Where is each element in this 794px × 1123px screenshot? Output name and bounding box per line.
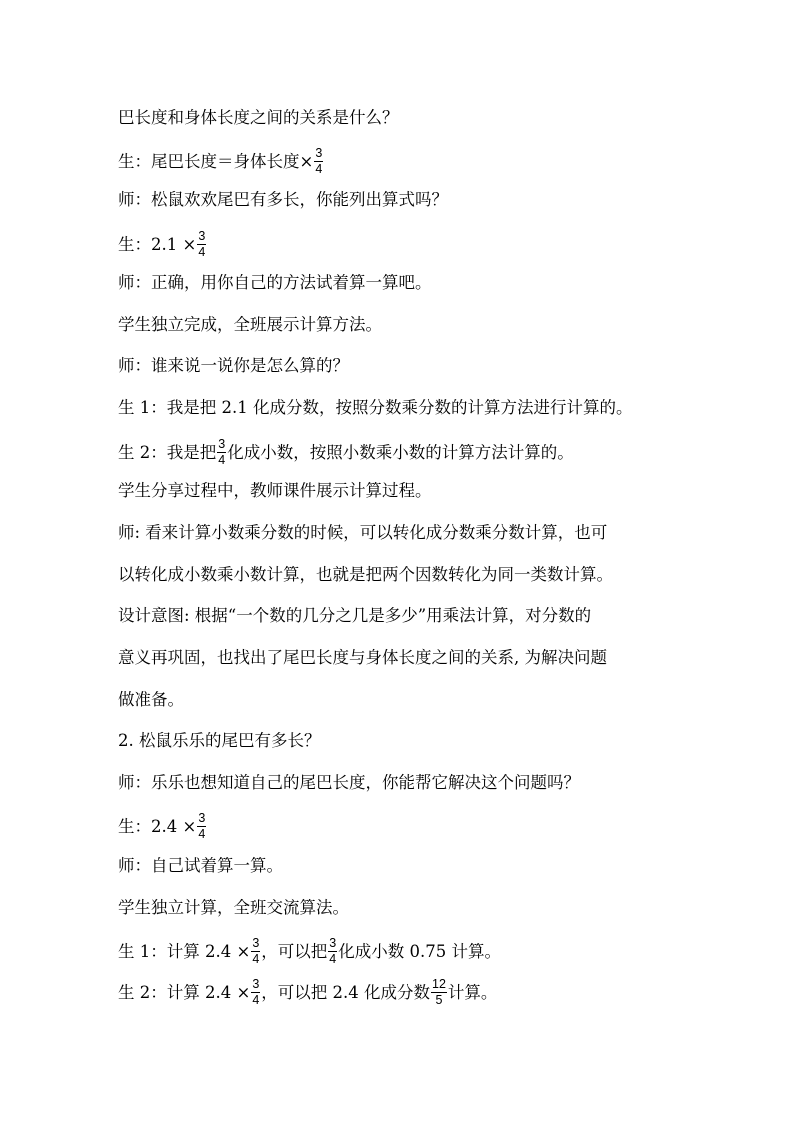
text-line: 生 2：我是把 $\frac{3}{4}$ 化成小数，按照小数乘小数的计算方法计算的。 (118, 437, 574, 467)
text-line: 做准备。 (118, 690, 184, 709)
text-line: 师：谁来说一说你是怎么算的？ (118, 356, 349, 375)
text-line: 生：2.1 × $\frac{3}{4}$ (118, 229, 206, 259)
text-line: 以转化成小数乘小数计算，也就是把两个因数转化为同一类数计算。 (118, 565, 613, 584)
fraction: $\frac{3}{4}$ (198, 811, 206, 841)
fraction: $\frac{3}{4}$ (315, 146, 323, 176)
text-line: 学生独立完成，全班展示计算方法。 (118, 315, 382, 334)
text-line: 巴长度和身体长度之间的关系是什么？ (118, 108, 399, 127)
section-heading: 2. 松鼠乐乐的尾巴有多长？ (118, 731, 321, 750)
text-line: 生 2：计算 2.4 × $\frac{3}{4}$ ，可以把 2.4 化成分数 $\frac{12}{5}$ 计算。 (118, 977, 498, 1007)
text-line: 学生分享过程中，教师课件展示计算过程。 (118, 481, 432, 500)
text-line: 生 1：计算 2.4 × $\frac{3}{4}$ ，可以把 $\frac{3}{4}$ 化成小数 0.75 计算。 (118, 936, 501, 966)
fraction: $\frac{3}{4}$ (218, 437, 226, 467)
text-line: 生 1：我是把 2.1 化成分数，按照分数乘分数的计算方法进行计算的。 (118, 398, 633, 417)
text-line: 师: 看来计算小数乘分数的时候，可以转化成分数乘分数计算，也可 (118, 523, 608, 542)
text-line: 生：2.4 × $\frac{3}{4}$ (118, 811, 206, 841)
fraction: $\frac{3}{4}$ (252, 936, 260, 966)
text-line: 意义再巩固，也找出了尾巴长度与身体长度之间的关系, 为解决问题 (118, 648, 607, 667)
text-line: 师：自己试着算一算。 (118, 856, 283, 875)
fraction: $\frac{12}{5}$ (432, 977, 446, 1007)
text-line: 师：松鼠欢欢尾巴有多长，你能列出算式吗？ (118, 190, 448, 209)
fraction: $\frac{3}{4}$ (252, 977, 260, 1007)
fraction: $\frac{3}{4}$ (329, 936, 337, 966)
fraction: $\frac{3}{4}$ (198, 229, 206, 259)
text-line: 设计意图: 根据“一个数的几分之几是多少”用乘法计算，对分数的 (118, 606, 592, 625)
text-line: 师：正确，用你自己的方法试着算一算吧。 (118, 273, 432, 292)
text-line: 学生独立计算，全班交流算法。 (118, 898, 349, 917)
text-line: 生：尾巴长度＝身体长度× $\frac{3}{4}$ (118, 146, 323, 176)
text-line: 师：乐乐也想知道自己的尾巴长度，你能帮它解决这个问题吗？ (118, 773, 580, 792)
